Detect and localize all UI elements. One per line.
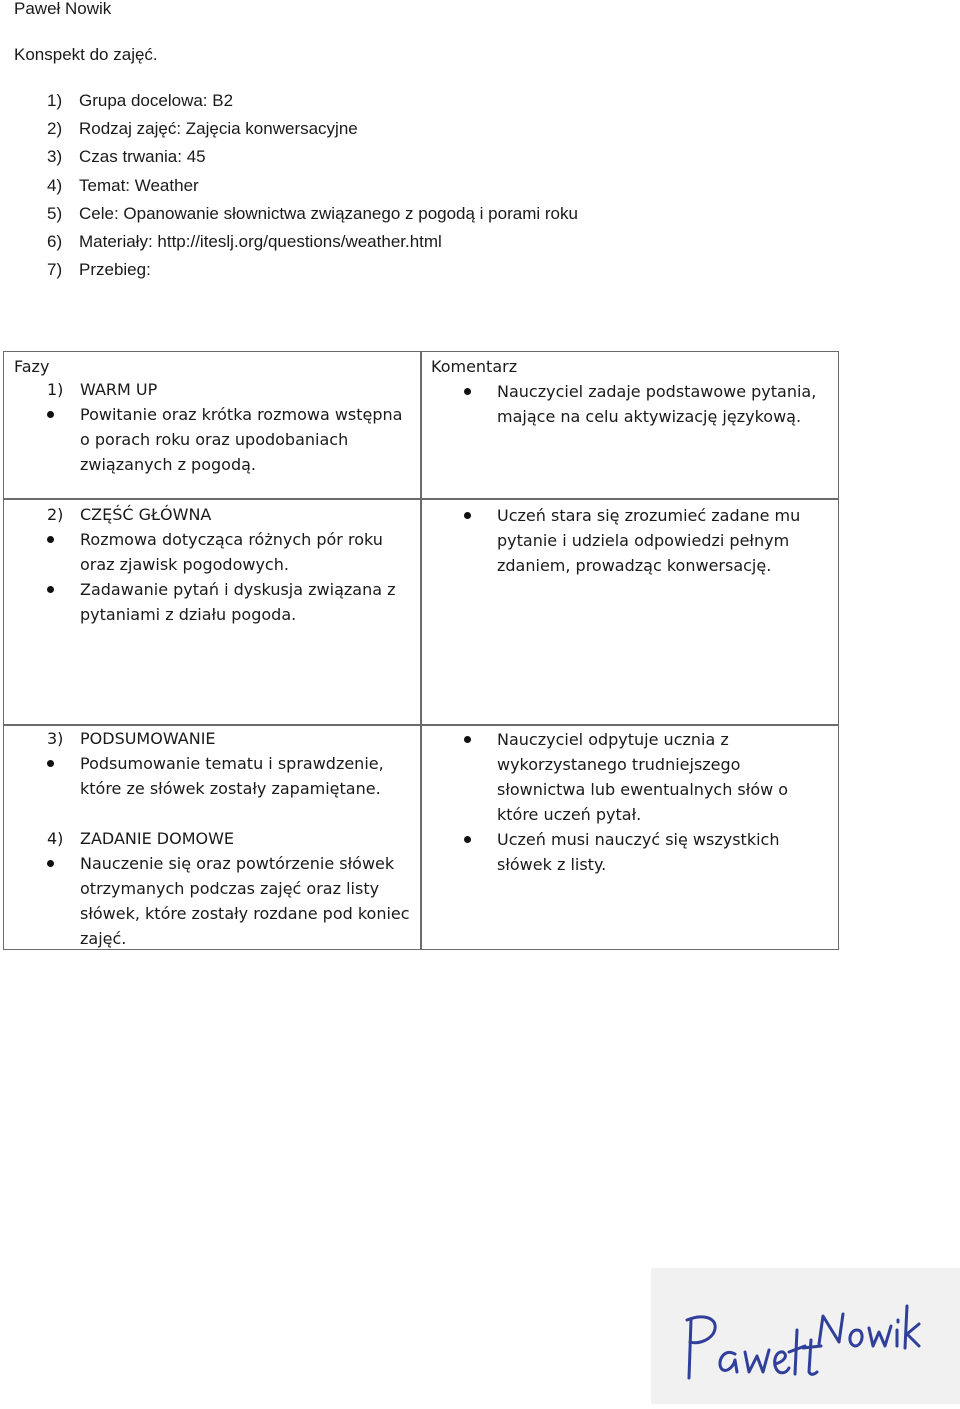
bullet-text: Powitanie oraz krótka rozmowa wstępna o porach roku oraz upodobaniach związanych z pogodą. [80,405,403,474]
signature-image [651,1268,960,1404]
item-number: 3) [47,147,63,167]
item-number: 1) [47,91,63,110]
comment-bullet [421,827,838,877]
phase-number: 1) [47,380,64,399]
bullet-icon [47,411,54,418]
item-number: 5) [47,203,63,223]
phase-block [4,377,421,477]
phase-bullet [4,577,421,627]
lesson-info-item [47,175,578,203]
phase-bullet [4,527,421,577]
bullet-text: Uczeń musi nauczyć się wszystkich słówek z listy. [497,830,780,874]
phase-number: 3) [47,729,64,748]
phase-bullet [4,751,421,801]
phase-block [4,726,421,801]
item-text: Cele: Opanowanie słownictwa związanego z pogodą i porami roku [79,203,578,223]
item-text: Materiały: http://iteslj.org/questions/weather.html [79,231,442,251]
lesson-info-item [47,90,578,118]
item-number: 2) [47,119,63,139]
bullet-text: Zadawanie pytań i dyskusja związana z pytaniami z działu pogoda. [80,580,396,624]
column-header-phases: Fazy [14,357,50,376]
item-text: Przebieg: [79,260,151,280]
item-number: 4) [47,175,63,195]
phase-bullet [4,851,421,951]
table-cell-comment [420,351,839,500]
phase-title-text: CZĘŚĆ GŁÓWNA [80,505,212,524]
phase-title [4,826,421,851]
item-text: Temat: Weather [79,175,199,195]
item-text: Rodzaj zajęć: Zajęcia konwersacyjne [79,119,358,139]
bullet-icon [464,388,471,395]
phase-title [4,377,421,402]
lesson-info-item [47,259,578,287]
phase-title [4,726,421,751]
bullet-icon [47,536,54,543]
phase-title-text: WARM UP [80,380,158,399]
column-header-comment: Komentarz [431,357,518,376]
item-text: Czas trwania: 45 [79,147,206,167]
comment-block [421,727,838,877]
phase-title-text: PODSUMOWANIE [80,729,216,748]
phase-title-text: ZADANIE DOMOWE [80,829,235,848]
table-cell-comment [420,724,839,950]
comment-block [421,503,838,578]
bullet-text: Uczeń stara się zrozumieć zadane mu pytanie i udziela odpowiedzi pełnym zdaniem, prowadząc konwersację. [497,506,801,575]
bullet-icon [464,736,471,743]
bullet-icon [47,586,54,593]
bullet-text: Nauczenie się oraz powtórzenie słówek otrzymanych podczas zajęć oraz listy słówek, które zostały rozdane pod koniec zajęć. [80,854,410,948]
bullet-icon [464,512,471,519]
table-cell-phase [3,724,422,950]
phase-block [4,826,421,951]
phase-title [4,502,421,527]
table-cell-phase [3,351,422,500]
author-name: Paweł Nowik [14,0,112,18]
handwritten-signature [651,1268,960,1404]
lesson-info-item [47,231,578,259]
bullet-text: Rozmowa dotycząca różnych pór roku oraz zjawisk pogodowych. [80,530,383,574]
item-text: Grupa docelowa: B2 [79,91,234,110]
phase-bullet [4,402,421,477]
bullet-icon [47,860,54,867]
bullet-icon [47,760,54,767]
item-number: 6) [47,231,63,251]
comment-bullet [421,379,838,429]
bullet-icon [464,836,471,843]
lesson-info-item [47,118,578,146]
phase-number: 4) [47,829,64,848]
bullet-text: Nauczyciel odpytuje ucznia z wykorzystanego trudniejszego słownictwa lub ewentualnych słów o które uczeń pytał. [497,730,789,824]
table-cell-comment [420,498,839,726]
comment-bullet [421,727,838,827]
lesson-info-list [47,90,578,287]
bullet-text: Podsumowanie tematu i sprawdzenie, które ze słówek zostały zapamiętane. [80,754,384,798]
table-cell-phase [3,498,422,726]
comment-block [421,379,838,429]
document-subtitle: Konspekt do zajęć. [14,45,158,64]
item-number: 7) [47,260,63,280]
lesson-info-item [47,146,578,174]
bullet-text: Nauczyciel zadaje podstawowe pytania, mające na celu aktywizację językową. [497,382,817,426]
phase-block [4,502,421,627]
phase-number: 2) [47,505,64,524]
lesson-info-item [47,203,578,231]
comment-bullet [421,503,838,578]
